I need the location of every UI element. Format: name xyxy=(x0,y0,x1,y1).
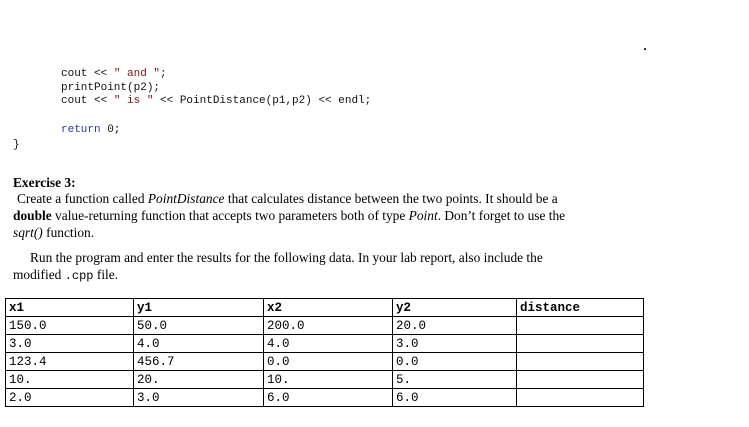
header-distance: distance xyxy=(517,299,644,317)
cell-y2: 6.0 xyxy=(393,389,517,407)
cell-y1: 20. xyxy=(134,371,264,389)
cell-y2: 3.0 xyxy=(393,335,517,353)
table-header-row xyxy=(6,299,644,317)
header-x1: x1 xyxy=(6,299,134,317)
run-instructions: Run the program and enter the results for the following data. In your lab report, also include the modified .cpp file. xyxy=(13,250,543,283)
code-line-cout-is: cout << " is " << PointDistance(p1,p2) << endl; xyxy=(61,95,372,107)
cell-x2: 6.0 xyxy=(264,389,393,407)
cell-x2: 10. xyxy=(264,371,393,389)
cell-y2: 0.0 xyxy=(393,353,517,371)
code-line-cout-and: cout << " and "; xyxy=(61,68,167,80)
cell-distance[interactable] xyxy=(517,389,644,407)
header-y1: y1 xyxy=(134,299,264,317)
table-row xyxy=(6,389,644,407)
cell-y2: 5. xyxy=(393,371,517,389)
stray-dot xyxy=(644,48,646,50)
exercise-heading: Exercise 3: xyxy=(13,175,76,190)
cell-y1: 3.0 xyxy=(134,389,264,407)
cell-x1: 123.4 xyxy=(6,353,134,371)
cell-x1: 3.0 xyxy=(6,335,134,353)
cell-x1: 150.0 xyxy=(6,317,134,335)
cell-distance[interactable] xyxy=(517,317,644,335)
cell-x2: 4.0 xyxy=(264,335,393,353)
code-line-return: return 0; xyxy=(61,124,121,136)
code-line-printpoint: printPoint(p2); xyxy=(61,82,161,94)
header-x2: x2 xyxy=(264,299,393,317)
table-row xyxy=(6,353,644,371)
data-table xyxy=(5,298,644,407)
cell-distance[interactable] xyxy=(517,371,644,389)
cell-x1: 10. xyxy=(6,371,134,389)
cell-x2: 0.0 xyxy=(264,353,393,371)
table-row xyxy=(6,317,644,335)
table-row xyxy=(6,371,644,389)
table-row xyxy=(6,335,644,353)
cell-y1: 456.7 xyxy=(134,353,264,371)
cell-y1: 4.0 xyxy=(134,335,264,353)
code-closing-brace: } xyxy=(13,139,20,151)
cell-x1: 2.0 xyxy=(6,389,134,407)
cell-y1: 50.0 xyxy=(134,317,264,335)
cell-x2: 200.0 xyxy=(264,317,393,335)
cell-y2: 20.0 xyxy=(393,317,517,335)
cell-distance[interactable] xyxy=(517,335,644,353)
header-y2: y2 xyxy=(393,299,517,317)
cell-distance[interactable] xyxy=(517,353,644,371)
exercise-description: Create a function called PointDistance that calculates distance between the two points. It should be a double value-returning function that accepts two parameters both of type Point. Don’t forget to use the sqrt() function. xyxy=(13,191,566,240)
